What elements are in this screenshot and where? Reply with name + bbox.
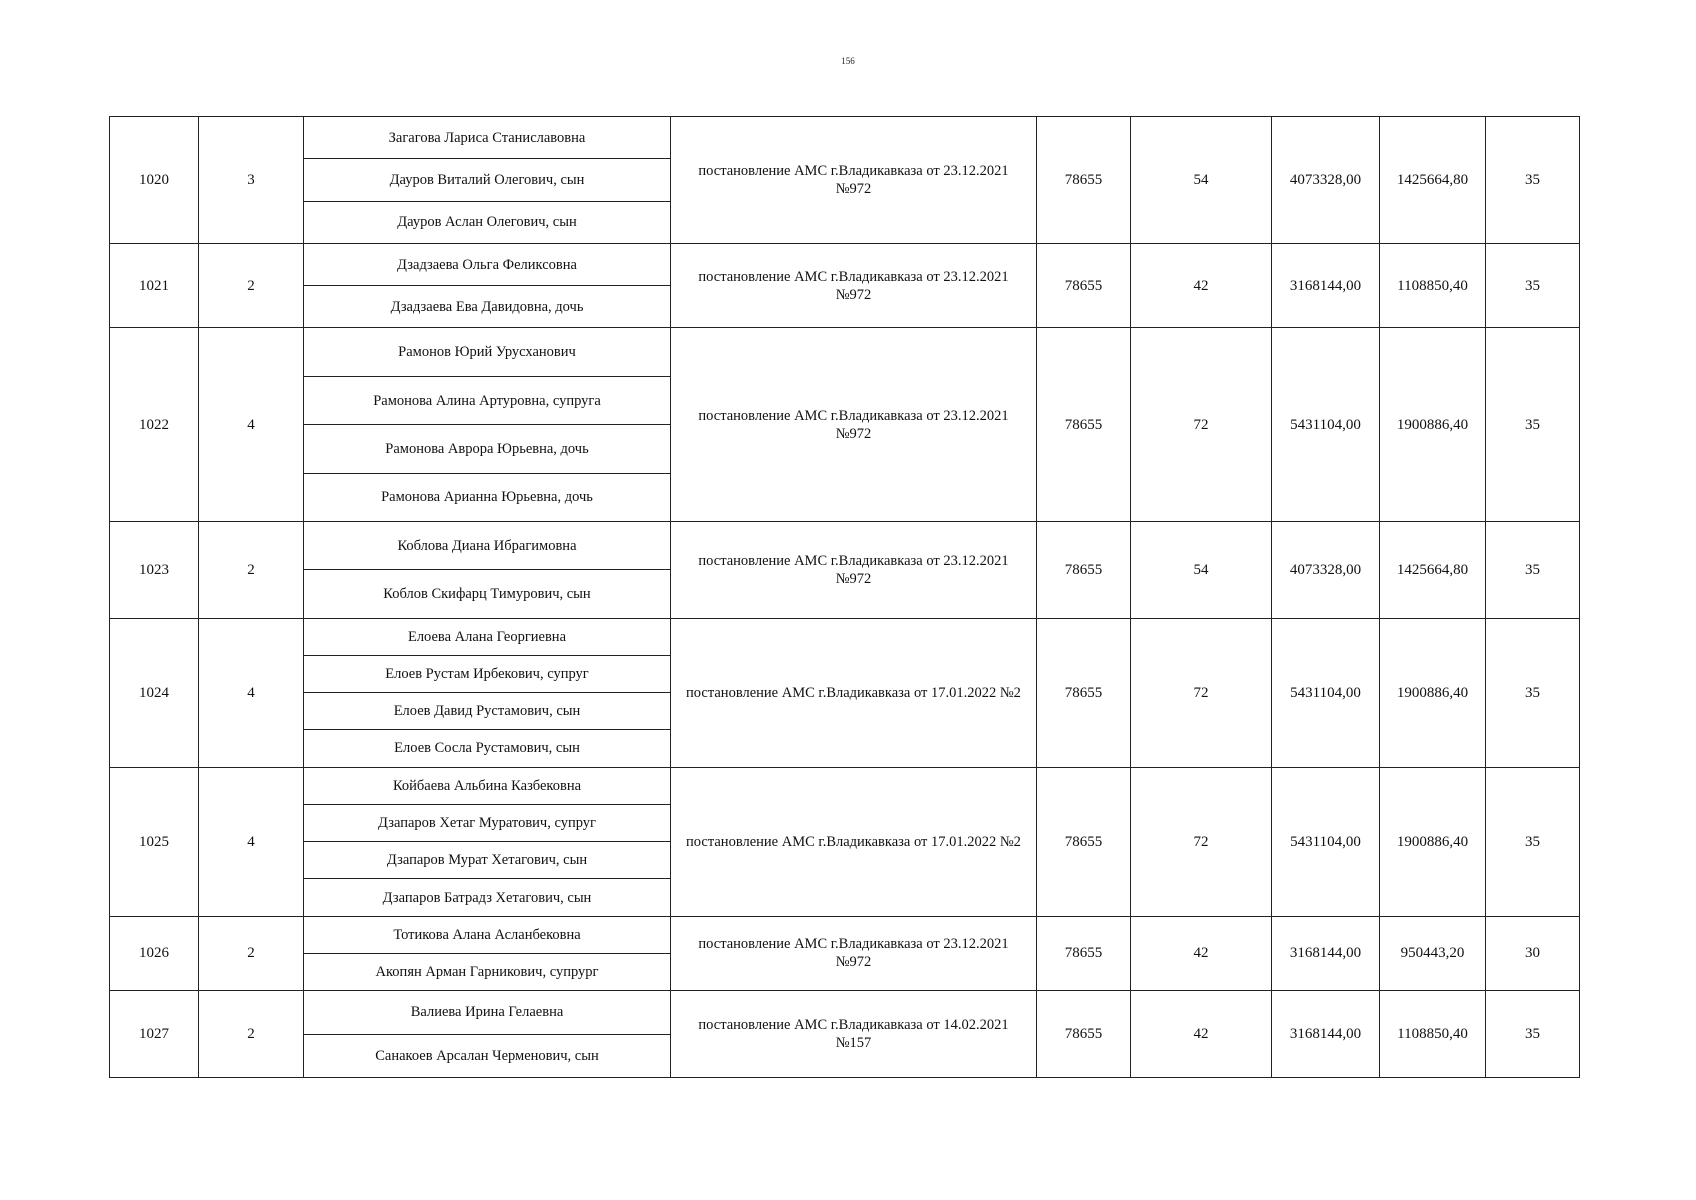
table-row: [110, 618, 1580, 655]
family-member-cell: Дзапаров Мурат Хетагович, сын: [304, 842, 671, 879]
table-row: [110, 328, 1580, 376]
norm-cost-cell: 78655: [1037, 243, 1131, 328]
family-size-cell: 2: [199, 991, 304, 1078]
percent-cell: 35: [1486, 521, 1580, 618]
total-cost-cell: 3168144,00: [1272, 243, 1380, 328]
family-member-cell: Дзапаров Батрадз Хетагович, сын: [304, 879, 671, 916]
family-member-cell: Рамонов Юрий Урусханович: [304, 328, 671, 376]
family-member-cell: Акопян Арман Гарникович, супрург: [304, 953, 671, 990]
family-size-cell: 4: [199, 767, 304, 916]
family-member-cell: Рамонова Арианна Юрьевна, дочь: [304, 473, 671, 521]
norm-cost-cell: 78655: [1037, 991, 1131, 1078]
family-member-cell: Коблов Скифарц Тимурович, сын: [304, 570, 671, 618]
subsidy-cell: 950443,20: [1380, 916, 1486, 991]
subsidy-cell: 1108850,40: [1380, 991, 1486, 1078]
family-size-cell: 4: [199, 618, 304, 767]
record-number-cell: 1020: [110, 117, 199, 244]
total-cost-cell: 4073328,00: [1272, 521, 1380, 618]
total-cost-cell: 3168144,00: [1272, 916, 1380, 991]
subsidy-cell: 1108850,40: [1380, 243, 1486, 328]
family-member-cell: Санакоев Арсалан Черменович, сын: [304, 1034, 671, 1077]
decree-cell: постановление АМС г.Владикавказа от 23.12.2021 №972: [671, 243, 1037, 328]
family-member-cell: Загагова Лариса Станиславовна: [304, 117, 671, 159]
table-row: [110, 243, 1580, 285]
decree-cell: постановление АМС г.Владикавказа от 17.01.2022 №2: [671, 618, 1037, 767]
record-number-cell: 1027: [110, 991, 199, 1078]
record-number-cell: 1026: [110, 916, 199, 991]
percent-cell: 35: [1486, 117, 1580, 244]
family-member-cell: Дзадзаева Ольга Феликсовна: [304, 243, 671, 285]
area-cell: 42: [1131, 991, 1272, 1078]
record-number-cell: 1022: [110, 328, 199, 521]
family-size-cell: 2: [199, 521, 304, 618]
table-row: [110, 991, 1580, 1034]
family-size-cell: 3: [199, 117, 304, 244]
area-cell: 54: [1131, 521, 1272, 618]
family-member-cell: Коблова Диана Ибрагимовна: [304, 521, 671, 569]
record-number-cell: 1023: [110, 521, 199, 618]
percent-cell: 35: [1486, 243, 1580, 328]
family-member-cell: Рамонова Аврора Юрьевна, дочь: [304, 425, 671, 473]
table-row: [110, 117, 1580, 159]
family-member-cell: Койбаева Альбина Казбековна: [304, 767, 671, 804]
area-cell: 54: [1131, 117, 1272, 244]
norm-cost-cell: 78655: [1037, 916, 1131, 991]
area-cell: 72: [1131, 328, 1272, 521]
total-cost-cell: 5431104,00: [1272, 328, 1380, 521]
family-member-cell: Дауров Аслан Олегович, сын: [304, 201, 671, 243]
family-member-cell: Елоев Рустам Ирбекович, супруг: [304, 655, 671, 692]
record-number-cell: 1021: [110, 243, 199, 328]
total-cost-cell: 5431104,00: [1272, 767, 1380, 916]
subsidy-cell: 1900886,40: [1380, 328, 1486, 521]
norm-cost-cell: 78655: [1037, 618, 1131, 767]
decree-cell: постановление АМС г.Владикавказа от 23.12.2021 №972: [671, 117, 1037, 244]
percent-cell: 30: [1486, 916, 1580, 991]
area-cell: 42: [1131, 916, 1272, 991]
total-cost-cell: 4073328,00: [1272, 117, 1380, 244]
norm-cost-cell: 78655: [1037, 767, 1131, 916]
family-size-cell: 2: [199, 916, 304, 991]
total-cost-cell: 3168144,00: [1272, 991, 1380, 1078]
decree-cell: постановление АМС г.Владикавказа от 23.12.2021 №972: [671, 521, 1037, 618]
norm-cost-cell: 78655: [1037, 117, 1131, 244]
table-row: [110, 521, 1580, 569]
family-member-cell: Дауров Виталий Олегович, сын: [304, 159, 671, 201]
norm-cost-cell: 78655: [1037, 521, 1131, 618]
percent-cell: 35: [1486, 767, 1580, 916]
table-row: [110, 767, 1580, 804]
area-cell: 42: [1131, 243, 1272, 328]
decree-cell: постановление АМС г.Владикавказа от 14.02.2021 №157: [671, 991, 1037, 1078]
decree-cell: постановление АМС г.Владикавказа от 23.12.2021 №972: [671, 328, 1037, 521]
table-row: [110, 916, 1580, 953]
decree-cell: постановление АМС г.Владикавказа от 23.12.2021 №972: [671, 916, 1037, 991]
family-member-cell: Дзадзаева Ева Давидовна, дочь: [304, 286, 671, 328]
family-register-table: [109, 116, 1580, 1078]
record-number-cell: 1025: [110, 767, 199, 916]
family-size-cell: 4: [199, 328, 304, 521]
area-cell: 72: [1131, 618, 1272, 767]
subsidy-cell: 1900886,40: [1380, 618, 1486, 767]
subsidy-cell: 1425664,80: [1380, 117, 1486, 244]
family-member-cell: Дзапаров Хетаг Муратович, супруг: [304, 804, 671, 841]
percent-cell: 35: [1486, 328, 1580, 521]
percent-cell: 35: [1486, 618, 1580, 767]
family-member-cell: Елоев Давид Рустамович, сын: [304, 693, 671, 730]
family-member-cell: Рамонова Алина Артуровна, супруга: [304, 376, 671, 424]
family-member-cell: Тотикова Алана Асланбековна: [304, 916, 671, 953]
norm-cost-cell: 78655: [1037, 328, 1131, 521]
family-member-cell: Валиева Ирина Гелаевна: [304, 991, 671, 1034]
family-member-cell: Елоев Сосла Рустамович, сын: [304, 730, 671, 767]
total-cost-cell: 5431104,00: [1272, 618, 1380, 767]
family-member-cell: Елоева Алана Георгиевна: [304, 618, 671, 655]
page-number: 156: [841, 56, 855, 66]
family-size-cell: 2: [199, 243, 304, 328]
decree-cell: постановление АМС г.Владикавказа от 17.01.2022 №2: [671, 767, 1037, 916]
percent-cell: 35: [1486, 991, 1580, 1078]
subsidy-cell: 1425664,80: [1380, 521, 1486, 618]
record-number-cell: 1024: [110, 618, 199, 767]
area-cell: 72: [1131, 767, 1272, 916]
subsidy-cell: 1900886,40: [1380, 767, 1486, 916]
